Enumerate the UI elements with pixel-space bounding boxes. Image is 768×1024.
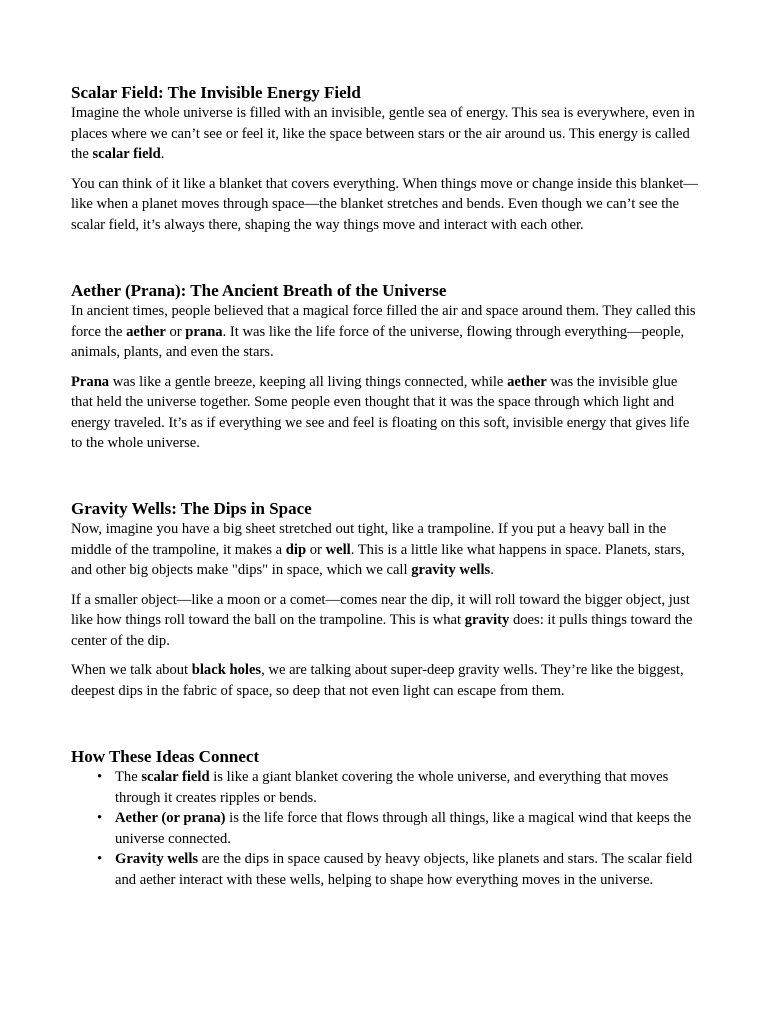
text-run: Now, imagine you have a big sheet stretched out tight, like a trampoline. If you put a heavy ball in the middle of the trampoline, it makes a: [71, 521, 667, 558]
heading-aether-prana: Aether (Prana): The Ancient Breath of the Universe: [71, 281, 447, 300]
paragraph: [71, 372, 701, 454]
section-scalar-field: [71, 83, 701, 244]
section-aether-prana: [71, 281, 701, 463]
text-run: You can think of it like a blanket that covers everything. When things move or change inside this blanket—like when a planet moves through space—the blanket stretches and bends. Even though we can’t see the scalar field, it’s always there, shaping the way things move and interact with each other.: [71, 175, 698, 233]
text-run: , we are talking about super-deep gravity wells. They’re like the biggest, deepest dips in the fabric of space, so deep that not even light can escape from them.: [71, 662, 684, 699]
text-run: is like a giant blanket covering the whole universe, and everything that moves through it creates ripples or bends.: [115, 769, 669, 806]
section-gravity-wells: [71, 499, 701, 710]
text-run: In ancient times, people believed that a magical force filled the air and space around them. They called this force the: [71, 303, 696, 340]
paragraph: [71, 301, 701, 363]
text-run: or: [165, 323, 186, 340]
heading-gravity-wells: Gravity Wells: The Dips in Space: [71, 499, 312, 518]
text-run: are the dips in space caused by heavy objects, like planets and stars. The scalar field and aether interact with these wells, helping to shape how everything moves in the universe.: [115, 851, 693, 888]
bold-term: dip: [285, 541, 307, 558]
paragraph: [71, 519, 701, 581]
list-item: [115, 767, 701, 808]
bold-term: aether: [126, 323, 166, 340]
bold-term: prana: [185, 323, 223, 340]
text-run: When we talk about: [71, 662, 192, 678]
text-run: is the life force that flows through all things, like a magical wind that keeps the universe connected.: [115, 810, 692, 847]
text-run: was like a gentle breeze, keeping all living things connected, while: [109, 373, 508, 390]
list-item: [115, 808, 701, 849]
bold-term: Prana: [71, 373, 110, 390]
paragraph: [71, 103, 701, 165]
bold-term: aether: [507, 373, 547, 390]
bold-term: gravity: [464, 612, 510, 628]
bold-term: Aether (or prana): [115, 810, 226, 826]
bold-term: gravity wells: [411, 562, 491, 578]
heading-ideas-connect: How These Ideas Connect: [71, 747, 260, 766]
bold-term: Gravity wells: [115, 851, 199, 867]
bullet-list: [71, 767, 701, 890]
bold-term: black holes: [191, 662, 262, 678]
text-run: Imagine the whole universe is filled with an invisible, gentle sea of energy. This sea is everywhere, even in places where we can’t see or feel it, like the space between stars or the air around us. This energy is called the: [71, 105, 695, 162]
bold-term: scalar field: [141, 769, 210, 785]
text-run: If a smaller object—like a moon or a comet—comes near the dip, it will roll toward the bigger object, just like how things roll toward the ball on the trampoline. This is what: [71, 591, 690, 628]
paragraph: [71, 590, 701, 652]
text-run: . It was like the life force of the universe, flowing through everything—people, animals, plants, and even the stars.: [71, 323, 685, 360]
paragraph: [71, 660, 701, 701]
text-run: .: [490, 562, 494, 578]
text-run: . This is a little like what happens in space. Planets, stars, and other big objects make "dips" in space, which we call: [71, 541, 685, 578]
text-run: .: [160, 146, 165, 162]
section-ideas-connect: [71, 747, 701, 890]
text-run: The: [115, 769, 142, 785]
text-run: or: [306, 541, 326, 558]
text-run: was the invisible glue that held the universe together. Some people even thought that it was the space through which light and energy traveled. It’s as if everything we see and feel is floating on this soft, invisible energy that gives life to the whole universe.: [71, 373, 690, 451]
paragraph: [71, 174, 701, 236]
heading-scalar-field: Scalar Field: The Invisible Energy Field: [71, 83, 361, 102]
bold-term: scalar field: [92, 146, 161, 162]
text-run: does: it pulls things toward the center of the dip.: [71, 612, 693, 649]
bold-term: well: [325, 541, 351, 558]
list-item: [115, 849, 701, 890]
